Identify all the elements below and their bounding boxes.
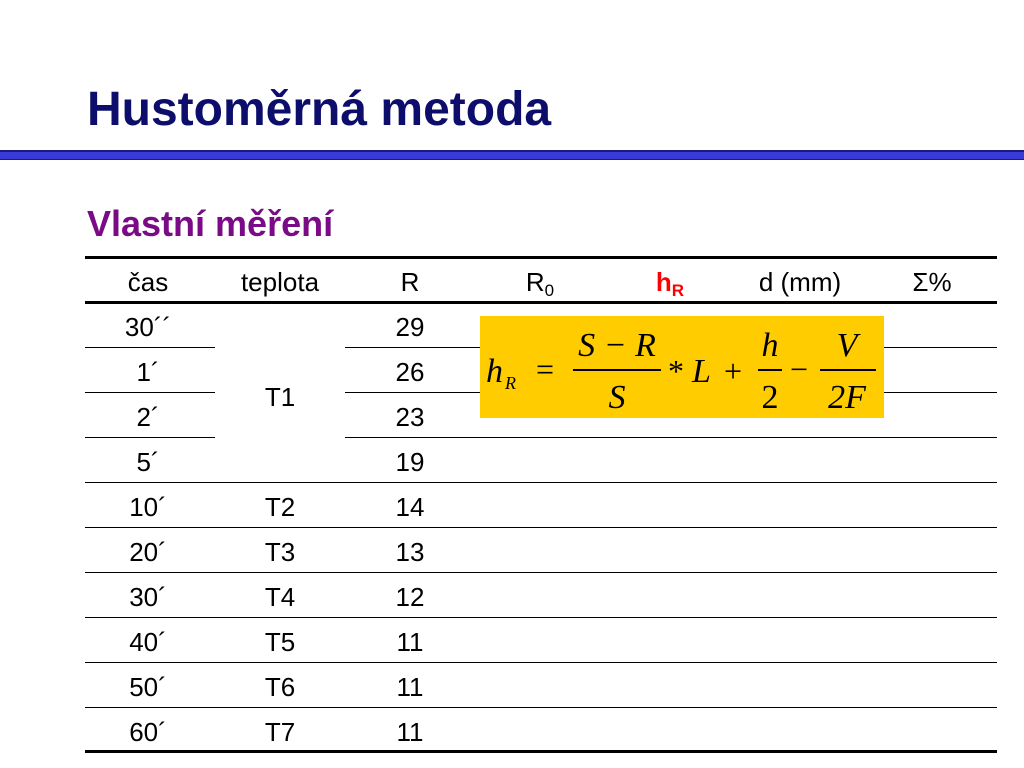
row-separator — [85, 617, 997, 618]
formula-frac1-num: S − R — [578, 327, 656, 364]
title-divider — [0, 150, 1024, 160]
formula-frac2-num: h — [761, 327, 779, 364]
formula-L: L — [692, 353, 711, 390]
formula-frac2-den: 2 — [761, 379, 779, 416]
table-bottom-border — [85, 750, 997, 753]
header-r0-main: R — [525, 267, 545, 297]
cell-cas: 30´´ — [124, 312, 172, 342]
formula-mult: * — [668, 353, 684, 389]
cell-teplota: T6 — [264, 672, 296, 702]
row-separator — [85, 662, 997, 663]
formula-equals: = — [536, 351, 555, 387]
cell-r: 11 — [396, 627, 424, 657]
cell-r: 29 — [395, 312, 425, 342]
header-teplota: teplota — [240, 267, 320, 297]
cell-r: 13 — [395, 537, 425, 567]
teplota-t1-merged: T1 — [264, 382, 296, 412]
cell-teplota: T5 — [264, 627, 296, 657]
section-subtitle: Vlastní měření — [87, 203, 334, 244]
cell-cas: 60´ — [129, 717, 167, 747]
row-separator — [85, 707, 997, 708]
cell-teplota: T7 — [264, 717, 296, 747]
cell-r: 12 — [395, 582, 425, 612]
table-header-border — [85, 301, 997, 304]
header-hr — [655, 267, 685, 300]
formula-box — [480, 316, 884, 418]
cell-cas: 20´ — [129, 537, 167, 567]
row-separator — [85, 437, 215, 438]
header-r0 — [525, 267, 555, 300]
cell-r: 11 — [396, 672, 424, 702]
header-r0-sub: 0 — [544, 281, 555, 300]
formula-lhs-sub: R — [505, 373, 516, 393]
cell-cas: 1´ — [136, 357, 160, 387]
row-separator — [85, 527, 997, 528]
table-top-border — [85, 256, 997, 259]
row-separator — [345, 437, 997, 438]
header-cas: čas — [127, 267, 169, 297]
formula-lhs-h: h — [486, 353, 503, 390]
header-hr-sub: R — [671, 281, 685, 300]
row-separator — [85, 392, 215, 393]
cell-cas: 5´ — [136, 447, 160, 477]
formula-equation — [480, 316, 884, 418]
cell-r: 19 — [395, 447, 425, 477]
row-separator — [85, 347, 215, 348]
header-sum: Σ% — [912, 267, 952, 297]
slide-title: Hustoměrná metoda — [87, 83, 552, 136]
cell-cas: 10´ — [129, 492, 167, 522]
row-separator — [85, 572, 997, 573]
formula-frac1-den: S — [608, 379, 626, 416]
cell-r: 26 — [395, 357, 425, 387]
formula-plus: + — [724, 353, 743, 389]
cell-cas: 2´ — [136, 402, 160, 432]
header-d: d (mm) — [758, 267, 842, 297]
cell-cas: 50´ — [129, 672, 167, 702]
cell-teplota: T4 — [264, 582, 296, 612]
cell-teplota: T2 — [264, 492, 296, 522]
cell-cas: 30´ — [129, 582, 167, 612]
cell-r: 14 — [395, 492, 425, 522]
header-r: R — [400, 267, 420, 297]
cell-r: 11 — [396, 717, 424, 747]
cell-cas: 40´ — [129, 627, 167, 657]
formula-frac3-den: 2F — [828, 379, 866, 416]
header-hr-main: h — [655, 267, 672, 297]
row-separator — [85, 482, 997, 483]
formula-minus: − — [790, 351, 809, 387]
formula-frac3-num: V — [836, 327, 858, 364]
cell-teplota: T3 — [264, 537, 296, 567]
cell-r: 23 — [395, 402, 425, 432]
